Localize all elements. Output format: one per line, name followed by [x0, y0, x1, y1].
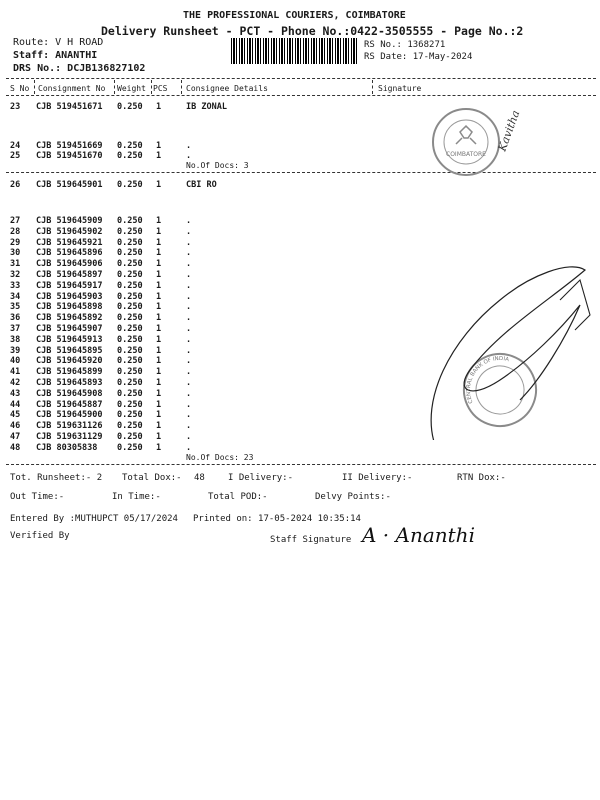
row-consignment: CJB 519645887	[36, 399, 103, 410]
row-details: .	[186, 367, 192, 378]
row-sno: 38	[10, 334, 21, 345]
row-weight: 0.250	[117, 291, 143, 302]
row-sno: 41	[10, 367, 21, 378]
row-pcs: 1	[156, 410, 162, 421]
row-sno: 42	[10, 378, 21, 388]
row-consignment: CJB 519631126	[36, 421, 103, 432]
row-consignment: CJB 519645921	[36, 237, 103, 248]
row-consignment: CJB 519645903	[36, 291, 103, 302]
row-details: .	[186, 226, 192, 237]
handwritten-signature-1: Kavitha	[495, 108, 523, 154]
row-consignment: CJB 519645908	[36, 388, 103, 399]
row-details: .	[186, 291, 192, 302]
signature-scribble-2	[431, 267, 585, 440]
row-details: .	[186, 141, 192, 151]
row-details: .	[186, 356, 192, 367]
row-weight: 0.250	[117, 399, 143, 410]
row-details: .	[186, 216, 192, 226]
row-pcs: 1	[156, 226, 162, 237]
round-stamp-1	[433, 109, 499, 175]
row-sno: 48	[10, 442, 21, 453]
rtn-dox: RTN Dox:-	[457, 473, 506, 483]
row-pcs: 1	[156, 259, 162, 270]
row-sno: 36	[10, 313, 21, 324]
runsheet-subtitle: Delivery Runsheet - PCT - Phone No.:0422-3505555 - Page No.:2	[101, 24, 524, 38]
row-details: .	[186, 248, 192, 259]
row-sno: 46	[10, 421, 21, 432]
row-sno: 44	[10, 399, 21, 410]
row-weight: 0.250	[117, 151, 143, 161]
row-pcs: 1	[156, 367, 162, 378]
row-weight: 0.250	[117, 226, 143, 237]
row-pcs: 1	[156, 388, 162, 399]
col-divider	[151, 80, 152, 94]
col-header-pcs: PCS	[153, 84, 168, 93]
row-sno: 40	[10, 356, 21, 367]
row-details: .	[186, 432, 192, 442]
row-pcs: 1	[156, 378, 162, 388]
row-consignment: CJB 80305838	[36, 442, 98, 453]
row-weight: 0.250	[117, 141, 143, 151]
row-pcs: 1	[156, 313, 162, 324]
row-details: .	[186, 270, 192, 280]
row-details: .	[186, 259, 192, 270]
printed-on: Printed on: 17-05-2024 10:35:14	[193, 514, 361, 524]
row-weight: 0.250	[117, 421, 143, 432]
row-consignment: CJB 519645902	[36, 226, 103, 237]
verified-by: Verified By	[10, 531, 70, 541]
table-bottom-border	[6, 464, 596, 465]
row-weight: 0.250	[117, 180, 143, 190]
total-runsheet: Tot. Runsheet:- 2	[10, 473, 103, 483]
row-weight: 0.250	[117, 216, 143, 226]
consignee-name: CBI RO	[186, 180, 217, 190]
row-weight: 0.250	[117, 324, 143, 334]
row-pcs: 1	[156, 180, 162, 190]
row-weight: 0.250	[117, 432, 143, 442]
row-sno: 47	[10, 432, 21, 442]
row-details: .	[186, 399, 192, 410]
row-pcs: 1	[156, 248, 162, 259]
col-header-consignment: Consignment No	[38, 84, 106, 93]
row-sno: 37	[10, 324, 21, 334]
row-sno: 31	[10, 259, 21, 270]
row-weight: 0.250	[117, 442, 143, 453]
consignee-name: IB ZONAL	[186, 102, 227, 112]
row-consignment: CJB 519645920	[36, 356, 103, 367]
rs-date: RS Date: 17-May-2024	[364, 52, 473, 62]
row-pcs: 1	[156, 237, 162, 248]
row-weight: 0.250	[117, 237, 143, 248]
row-sno: 43	[10, 388, 21, 399]
row-details: .	[186, 280, 192, 291]
total-dox-label: Total Dox:-	[122, 473, 182, 483]
group-doc-count: No.Of Docs: 3	[186, 161, 249, 170]
row-consignment: CJB 519645892	[36, 313, 103, 324]
barcode	[231, 38, 359, 64]
row-weight: 0.250	[117, 356, 143, 367]
row-pcs: 1	[156, 356, 162, 367]
row-details: .	[186, 324, 192, 334]
row-details: .	[186, 345, 192, 356]
table-row	[0, 443, 600, 454]
entered-by: Entered By :MUTHUPCT 05/17/2024	[10, 514, 178, 524]
row-weight: 0.250	[117, 410, 143, 421]
rs-number: RS No.: 1368271	[364, 40, 446, 50]
row-details: .	[186, 388, 192, 399]
row-weight: 0.250	[117, 302, 143, 313]
row-consignment: CJB 519645899	[36, 367, 103, 378]
row-sno: 26	[10, 180, 21, 190]
company-title: THE PROFESSIONAL COURIERS, COIMBATORE	[183, 10, 406, 21]
row-details: .	[186, 313, 192, 324]
col-header-consignee: Consignee Details	[186, 84, 268, 93]
row-consignment: CJB 519645896	[36, 248, 103, 259]
row-consignment: CJB 519645913	[36, 334, 103, 345]
row-pcs: 1	[156, 334, 162, 345]
i-delivery: I Delivery:-	[228, 473, 294, 483]
row-sno: 45	[10, 410, 21, 421]
row-weight: 0.250	[117, 102, 143, 112]
row-pcs: 1	[156, 102, 162, 112]
col-header-signature: Signature	[378, 84, 422, 93]
row-pcs: 1	[156, 291, 162, 302]
row-details: .	[186, 151, 192, 161]
row-details: .	[186, 302, 192, 313]
row-sno: 27	[10, 216, 21, 226]
stamp2-text: CENTRAL BANK OF INDIA	[465, 355, 510, 405]
stamp1-text: COIMBATORE	[446, 151, 486, 158]
row-details: .	[186, 442, 192, 453]
staff-signature-label: Staff Signature	[270, 535, 352, 545]
table-header-border	[6, 95, 596, 96]
table-top-border	[6, 78, 596, 79]
row-consignment: CJB 519645917	[36, 280, 103, 291]
route-label: Route: V H ROAD	[13, 37, 104, 48]
staff-signature: A · Ananthi	[362, 523, 475, 547]
row-weight: 0.250	[117, 334, 143, 345]
row-consignment: CJB 519645898	[36, 302, 103, 313]
row-sno: 34	[10, 291, 21, 302]
row-sno: 32	[10, 270, 21, 280]
row-details: .	[186, 334, 192, 345]
row-weight: 0.250	[117, 248, 143, 259]
row-weight: 0.250	[117, 270, 143, 280]
total-pod: Total POD:-	[208, 492, 268, 502]
row-pcs: 1	[156, 432, 162, 442]
row-consignment: CJB 519645906	[36, 259, 103, 270]
row-pcs: 1	[156, 421, 162, 432]
row-weight: 0.250	[117, 367, 143, 378]
row-pcs: 1	[156, 151, 162, 161]
row-pcs: 1	[156, 302, 162, 313]
row-pcs: 1	[156, 280, 162, 291]
row-consignment: CJB 519451670	[36, 151, 103, 161]
row-details: .	[186, 421, 192, 432]
row-sno: 23	[10, 102, 21, 112]
row-sno: 29	[10, 237, 21, 248]
ii-delivery: II Delivery:-	[342, 473, 413, 483]
row-sno: 30	[10, 248, 21, 259]
row-weight: 0.250	[117, 280, 143, 291]
row-consignment: CJB 519645895	[36, 345, 103, 356]
row-consignment: CJB 519645900	[36, 410, 103, 421]
row-sno: 28	[10, 226, 21, 237]
row-consignment: CJB 519645907	[36, 324, 103, 334]
delivery-points: Delvy Points:-	[315, 492, 391, 502]
row-sno: 25	[10, 151, 21, 161]
row-details: .	[186, 237, 192, 248]
row-consignment: CJB 519645893	[36, 378, 103, 388]
row-consignment: CJB 519631129	[36, 432, 103, 442]
row-sno: 24	[10, 141, 21, 151]
row-consignment: CJB 519451669	[36, 141, 103, 151]
row-sno: 39	[10, 345, 21, 356]
row-weight: 0.250	[117, 378, 143, 388]
row-weight: 0.250	[117, 259, 143, 270]
col-divider	[372, 80, 373, 94]
row-weight: 0.250	[117, 345, 143, 356]
row-pcs: 1	[156, 141, 162, 151]
row-pcs: 1	[156, 216, 162, 226]
row-details: .	[186, 378, 192, 388]
col-header-weight: Weight	[117, 84, 146, 93]
stamp-overlay	[380, 100, 600, 440]
drs-number: DRS No.: DCJB136827102	[13, 63, 146, 74]
row-consignment: CJB 519645909	[36, 216, 103, 226]
row-weight: 0.250	[117, 388, 143, 399]
col-divider	[181, 80, 182, 94]
out-time: Out Time:-	[10, 492, 65, 502]
row-consignment: CJB 519451671	[36, 102, 103, 112]
row-pcs: 1	[156, 399, 162, 410]
row-pcs: 1	[156, 324, 162, 334]
in-time: In Time:-	[112, 492, 161, 502]
row-consignment: CJB 519645897	[36, 270, 103, 280]
row-details: .	[186, 410, 192, 421]
staff-label: Staff: ANANTHI	[13, 50, 98, 61]
row-pcs: 1	[156, 270, 162, 280]
col-divider	[34, 80, 35, 94]
group-doc-count: No.Of Docs: 23	[186, 453, 254, 462]
row-sno: 35	[10, 302, 21, 313]
col-divider	[114, 80, 115, 94]
row-sno: 33	[10, 280, 21, 291]
row-pcs: 1	[156, 345, 162, 356]
round-stamp-2	[452, 342, 548, 438]
col-header-sno: S No	[10, 84, 30, 93]
row-consignment: CJB 519645901	[36, 180, 103, 190]
row-pcs: 1	[156, 442, 162, 453]
total-dox-value: 48	[194, 473, 205, 483]
row-weight: 0.250	[117, 313, 143, 324]
